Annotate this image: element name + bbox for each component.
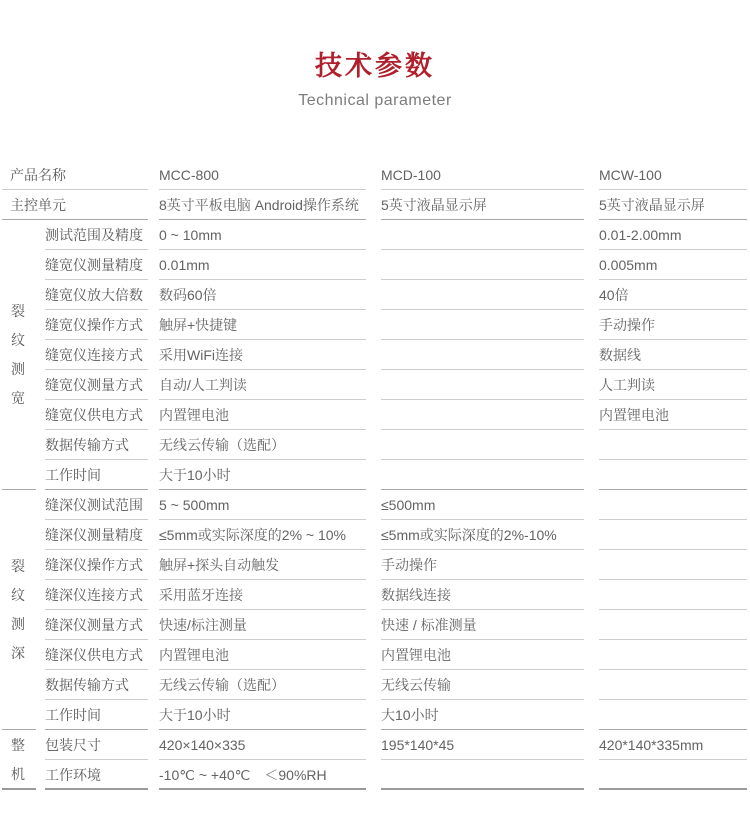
header-value: 5英寸液晶显示屏: [370, 190, 588, 220]
row-label: 工作时间: [40, 700, 152, 730]
row-value: [588, 610, 748, 640]
row-value: [588, 760, 748, 790]
row-value: [370, 400, 588, 430]
row-value: 触屏+探头自动触发: [152, 550, 370, 580]
row-value: 无线云传输（选配）: [152, 430, 370, 460]
row-label: 缝深仪测量精度: [40, 520, 152, 550]
row-value: -10℃ ~ +40℃ ＜90%RH: [152, 760, 370, 790]
row-label: 缝宽仪操作方式: [40, 310, 152, 340]
header-value: MCC-800: [152, 160, 370, 190]
row-value: ≤5mm或实际深度的2%-10%: [370, 520, 588, 550]
row-value: 40倍: [588, 280, 748, 310]
group-label-char: 裂: [11, 303, 25, 319]
row-value: 无线云传输: [370, 670, 588, 700]
row-value: 0.005mm: [588, 250, 748, 280]
page-subtitle: Technical parameter: [298, 92, 452, 109]
header-row-label: 产品名称: [2, 160, 152, 190]
row-value: 大于10小时: [152, 460, 370, 490]
row-label: 缝深仪测试范围: [40, 490, 152, 520]
header-value: 8英寸平板电脑 Android操作系统: [152, 190, 370, 220]
row-value: 0.01mm: [152, 250, 370, 280]
row-value: 内置锂电池: [370, 640, 588, 670]
header-value: 5英寸液晶显示屏: [588, 190, 748, 220]
row-value: 大10小时: [370, 700, 588, 730]
row-value: 数码60倍: [152, 280, 370, 310]
group-label-char: 测: [11, 361, 25, 377]
row-label: 测试范围及精度: [40, 220, 152, 250]
row-value: 手动操作: [588, 310, 748, 340]
row-value: 采用蓝牙连接: [152, 580, 370, 610]
row-value: 触屏+快捷键: [152, 310, 370, 340]
row-label: 工作环境: [40, 760, 152, 790]
row-label: 包装尺寸: [40, 730, 152, 760]
spec-table: [2, 160, 748, 790]
row-value: ≤500mm: [370, 490, 588, 520]
row-label: 缝深仪连接方式: [40, 580, 152, 610]
row-value: [588, 550, 748, 580]
row-value: 数据线: [588, 340, 748, 370]
row-value: 人工判读: [588, 370, 748, 400]
row-value: [370, 280, 588, 310]
row-value: [588, 490, 748, 520]
group-label-char: 纹: [11, 587, 25, 603]
row-value: 420*140*335mm: [588, 730, 748, 760]
group-label-char: 机: [11, 766, 25, 782]
group-label: [2, 490, 40, 730]
row-label: 缝宽仪测量精度: [40, 250, 152, 280]
row-label: 缝宽仪供电方式: [40, 400, 152, 430]
header-value: MCW-100: [588, 160, 748, 190]
row-label: 数据传输方式: [40, 670, 152, 700]
row-label: 缝深仪供电方式: [40, 640, 152, 670]
row-label: 缝宽仪连接方式: [40, 340, 152, 370]
group-label: [2, 730, 40, 790]
row-value: [588, 430, 748, 460]
row-value: [370, 370, 588, 400]
header-row-label: 主控单元: [2, 190, 152, 220]
row-value: [588, 580, 748, 610]
row-label: 缝宽仪放大倍数: [40, 280, 152, 310]
row-value: 数据线连接: [370, 580, 588, 610]
group-label-char: 裂: [11, 558, 25, 574]
row-value: 内置锂电池: [152, 400, 370, 430]
row-value: 内置锂电池: [588, 400, 748, 430]
row-value: 内置锂电池: [152, 640, 370, 670]
group-label-char: 宽: [11, 390, 25, 406]
group-label-char: 纹: [11, 332, 25, 348]
row-value: [588, 700, 748, 730]
row-value: ≤5mm或实际深度的2% ~ 10%: [152, 520, 370, 550]
row-value: [370, 250, 588, 280]
row-value: 手动操作: [370, 550, 588, 580]
row-value: 0 ~ 10mm: [152, 220, 370, 250]
group-label-char: 测: [11, 616, 25, 632]
row-label: 缝深仪操作方式: [40, 550, 152, 580]
row-value: [588, 640, 748, 670]
row-value: 5 ~ 500mm: [152, 490, 370, 520]
row-value: 0.01-2.00mm: [588, 220, 748, 250]
row-value: [588, 670, 748, 700]
row-value: 195*140*45: [370, 730, 588, 760]
row-label: 缝深仪测量方式: [40, 610, 152, 640]
group-label-char: 整: [11, 737, 25, 753]
row-label: 工作时间: [40, 460, 152, 490]
row-value: [370, 760, 588, 790]
row-value: 420×140×335: [152, 730, 370, 760]
row-value: 快速/标注测量: [152, 610, 370, 640]
row-value: [588, 520, 748, 550]
row-value: 自动/人工判读: [152, 370, 370, 400]
group-label: [2, 220, 40, 490]
row-value: [370, 310, 588, 340]
row-value: [370, 460, 588, 490]
row-label: 缝宽仪测量方式: [40, 370, 152, 400]
row-value: 大于10小时: [152, 700, 370, 730]
group-label-char: 深: [11, 645, 25, 661]
header-value: MCD-100: [370, 160, 588, 190]
page-title: 技术参数: [315, 51, 435, 81]
row-value: [588, 460, 748, 490]
row-value: 快速 / 标准测量: [370, 610, 588, 640]
row-value: 无线云传输（选配）: [152, 670, 370, 700]
row-label: 数据传输方式: [40, 430, 152, 460]
row-value: [370, 340, 588, 370]
row-value: [370, 430, 588, 460]
row-value: [370, 220, 588, 250]
row-value: 采用WiFi连接: [152, 340, 370, 370]
